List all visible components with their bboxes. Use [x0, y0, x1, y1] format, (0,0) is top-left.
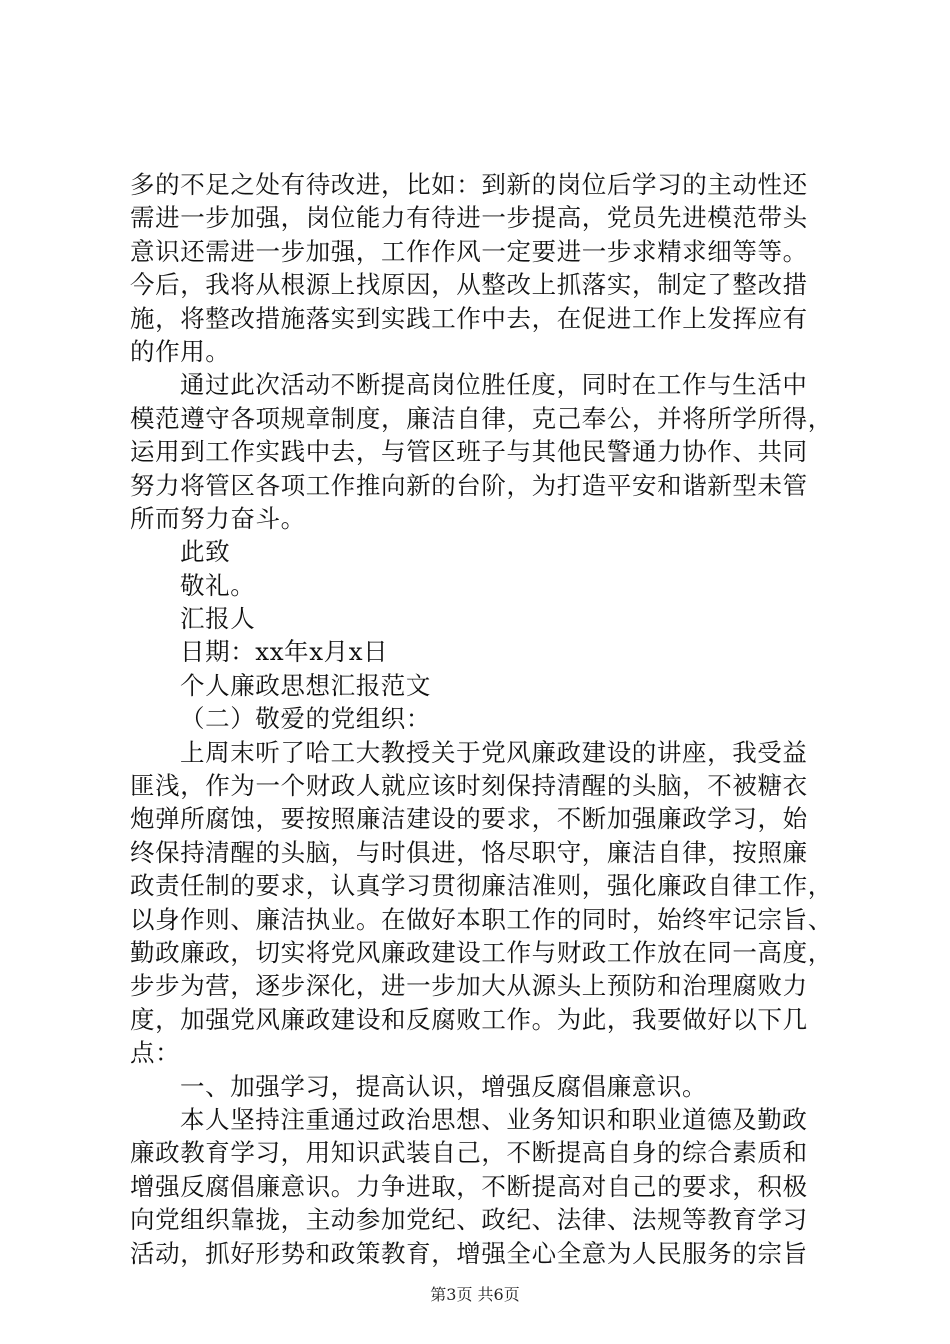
text-line: 度，加强党风廉政建设和反腐败工作。为此，我要做好以下几	[130, 1004, 808, 1034]
text-line: 终保持清醒的头脑，与时俱进，恪尽职守，廉洁自律，按照廉	[130, 837, 808, 867]
text-line: 活动，抓好形势和政策教育，增强全心全意为人民服务的宗旨	[130, 1238, 808, 1268]
document-body	[130, 168, 834, 1270]
text-line: 多的不足之处有待改进，比如：到新的岗位后学习的主动性还	[130, 170, 808, 199]
text-line: 政责任制的要求，认真学习贯彻廉洁准则，强化廉政自律工作，	[130, 871, 833, 901]
text-line: 廉政教育学习，用知识武装自己，不断提高自身的综合素质和	[130, 1138, 808, 1168]
text-line: 努力将管区各项工作推向新的台阶，为打造平安和谐新型未管	[130, 470, 808, 500]
text-line: 勤政廉政，切实将党风廉政建设工作与财政工作放在同一高度，	[130, 937, 833, 967]
text-line: 所而努力奋斗。	[130, 503, 306, 533]
text-line: 匪浅，作为一个财政人就应该时刻保持清醒的头脑，不被糖衣	[130, 771, 808, 801]
text-line: 本人坚持注重通过政治思想、业务知识和职业道德及勤政	[180, 1104, 808, 1134]
text-line: 向党组织靠拢，主动参加党纪、政纪、法律、法规等教育学习	[130, 1205, 808, 1235]
text-line: 运用到工作实践中去，与管区班子与其他民警通力协作、共同	[130, 437, 808, 467]
text-line: 以身作则、廉洁执业。在做好本职工作的同时，始终牢记宗旨、	[130, 904, 833, 934]
text-line: 点：	[130, 1038, 181, 1068]
text-line: 个人廉政思想汇报范文	[180, 670, 431, 700]
page-footer: 第3页 共6页	[430, 1285, 520, 1304]
text-line: 意识还需进一步加强，工作作风一定要进一步求精求细等等。	[130, 236, 808, 266]
text-line: 施，将整改措施落实到实践工作中去，在促进工作上发挥应有	[130, 303, 808, 333]
text-line: 汇报人	[180, 604, 256, 634]
text-line: 需进一步加强，岗位能力有待进一步提高，党员先进模范带头	[130, 203, 808, 233]
text-line: 模范遵守各项规章制度，廉洁自律，克己奉公，并将所学所得，	[130, 403, 833, 433]
text-line: 增强反腐倡廉意识。力争进取，不断提高对自己的要求，积极	[130, 1171, 808, 1201]
text-line: 敬礼。	[180, 570, 256, 600]
text-line: 通过此次活动不断提高岗位胜任度，同时在工作与生活中	[180, 370, 808, 400]
text-line: 日期：xx年x月x日	[180, 637, 389, 667]
text-line: 今后，我将从根源上找原因，从整改上抓落实，制定了整改措	[130, 270, 808, 300]
text-line: 此致	[180, 537, 231, 567]
text-line: 步步为营，逐步深化，进一步加大从源头上预防和治理腐败力	[130, 971, 808, 1001]
text-line: 炮弹所腐蚀，要按照廉洁建设的要求，不断加强廉政学习，始	[130, 804, 808, 834]
text-line: 上周末听了哈工大教授关于党风廉政建设的讲座，我受益	[180, 737, 808, 767]
text-line: 一、加强学习，提高认识，增强反腐倡廉意识。	[180, 1071, 708, 1101]
text-line: 的作用。	[130, 336, 231, 366]
text-line: （二）敬爱的党组织：	[180, 704, 431, 734]
